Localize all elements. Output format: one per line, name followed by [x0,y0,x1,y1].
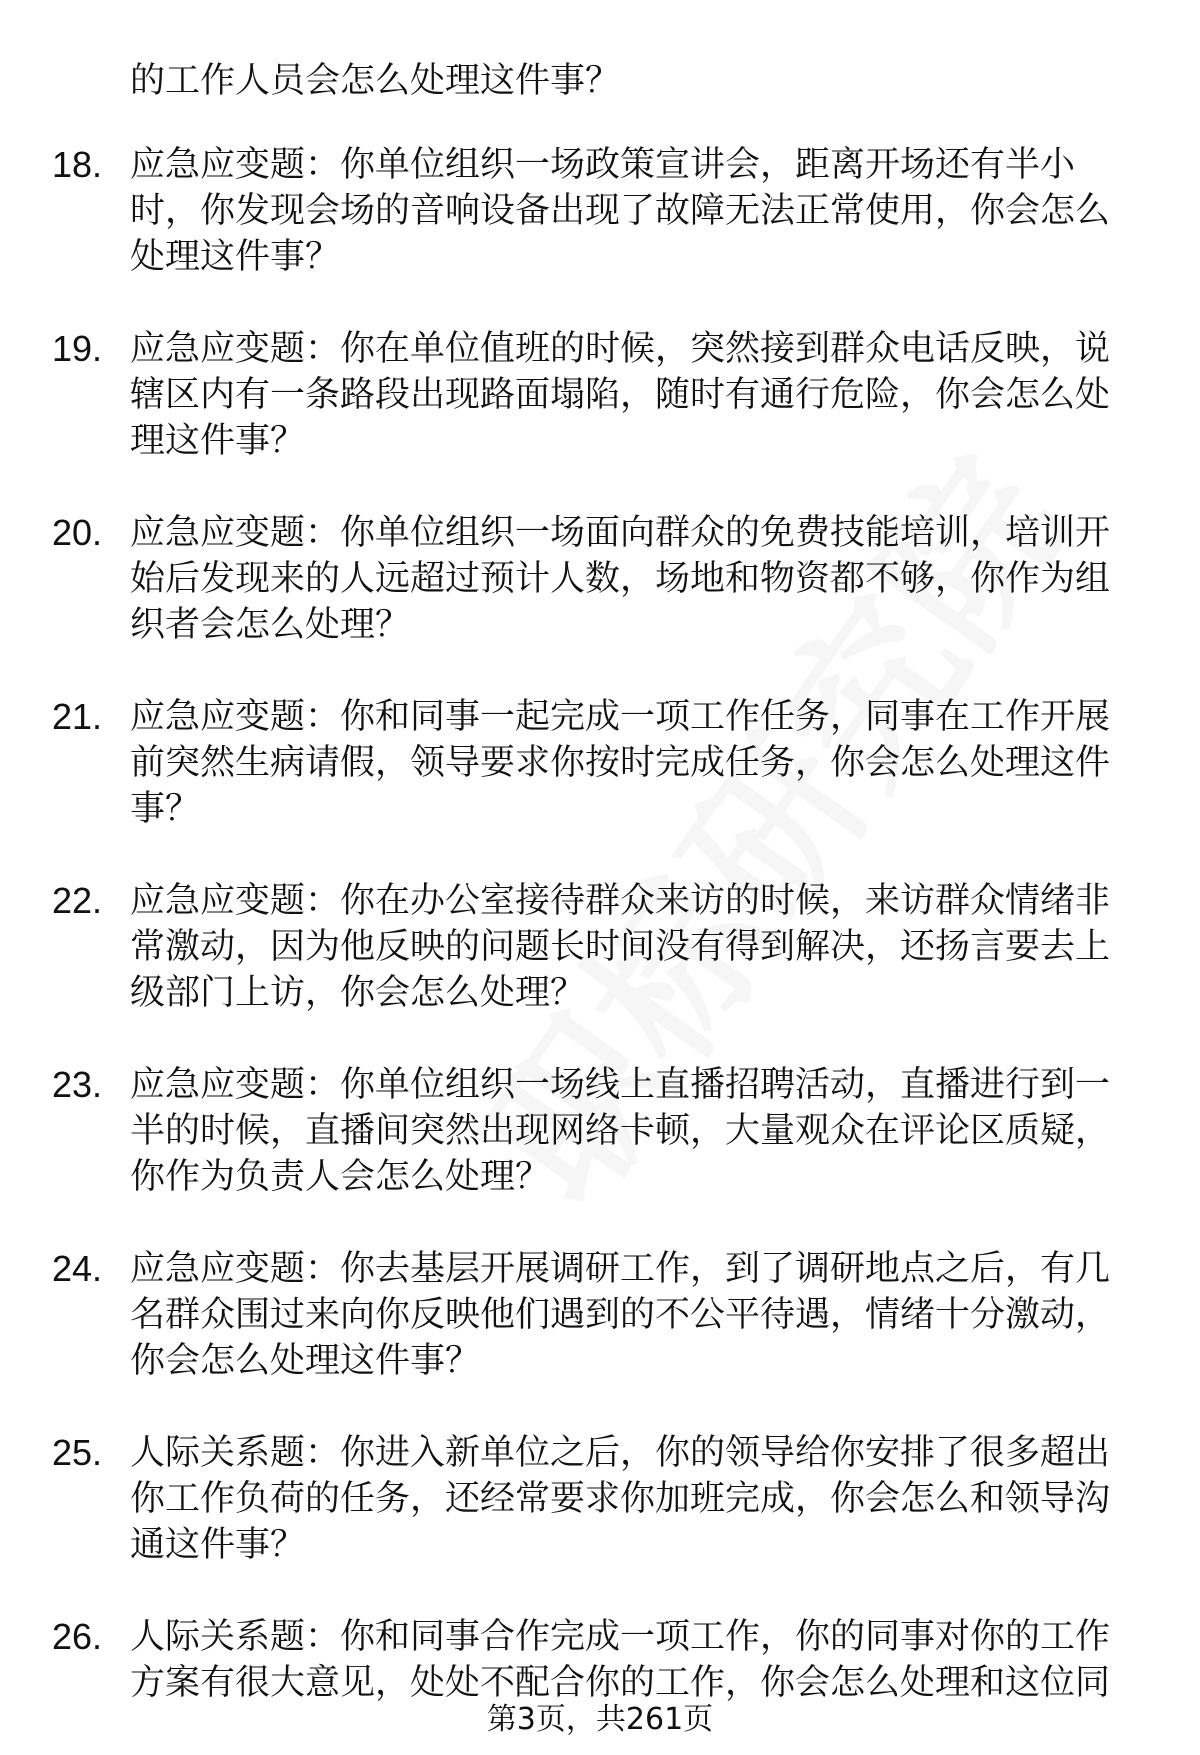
question-text-line: 半的时候，直播间突然出现网络卡顿，大量观众在评论区质疑， [130,1111,1111,1151]
question-text-line: 应急应变题：你单位组织一场政策宣讲会，距离开场还有半小 [130,145,1076,185]
question-number: 21. [52,696,103,737]
question-text-line: 始后发现来的人远超过预计人数，场地和物资都不够，你作为组 [130,559,1111,599]
question-item [0,326,1200,464]
question-number: 23. [52,1064,103,1105]
question-item [0,1246,1200,1384]
question-item [0,1062,1200,1200]
question-text-line: 应急应变题：你在办公室接待群众来访的时候，来访群众情绪非 [130,881,1111,921]
question-text-line: 你工作负荷的任务，还经常要求你加班完成，你会怎么和领导沟 [130,1479,1111,1519]
question-number: 24. [52,1248,103,1289]
question-number: 20. [52,512,103,553]
question-text-line: 处理这件事？ [130,237,341,277]
question-text-line: 辖区内有一条路段出现路面塌陷，随时有通行危险，你会怎么处 [130,375,1111,415]
question-text-line: 名群众围过来向你反映他们遇到的不公平待遇，情绪十分激动， [130,1295,1111,1335]
question-text-line: 通这件事？ [130,1525,306,1565]
question-text-line: 事？ [130,789,201,829]
question-text-line: 人际关系题：你进入新单位之后，你的领导给你安排了很多超出 [130,1433,1111,1473]
page-footer: 第3页，共261页 [486,1702,714,1737]
question-text-line: 织者会怎么处理？ [130,605,411,645]
question-number: 22. [52,880,103,921]
question-item [0,694,1200,832]
question-item [0,510,1200,648]
question-item [0,142,1200,280]
question-list [0,142,1200,1752]
question-text-line: 方案有很大意见，处处不配合你的工作，你会怎么处理和这位同 [130,1663,1111,1703]
question-text-line: 时，你发现会场的音响设备出现了故障无法正常使用，你会怎么 [130,191,1111,231]
question-number: 26. [52,1616,103,1657]
question-text-line: 前突然生病请假，领导要求你按时完成任务，你会怎么处理这件 [130,743,1111,783]
question-text-line: 常激动，因为他反映的问题长时间没有得到解决，还扬言要去上 [130,927,1111,967]
question-number: 18. [52,144,103,185]
question-text-line: 理这件事？ [130,421,306,461]
question-text-line: 应急应变题：你单位组织一场线上直播招聘活动，直播进行到一 [130,1065,1111,1105]
question-item [0,1430,1200,1568]
question-text-line: 应急应变题：你和同事一起完成一项工作任务，同事在工作开展 [130,697,1111,737]
question-item [0,878,1200,1016]
question-item [0,1614,1200,1706]
question-text-line: 应急应变题：你在单位值班的时候，突然接到群众电话反映，说 [130,329,1111,369]
question-text-line: 级部门上访，你会怎么处理？ [130,973,586,1013]
question-text-line: 人际关系题：你和同事合作完成一项工作，你的同事对你的工作 [130,1617,1111,1657]
question-text-line: 应急应变题：你单位组织一场面向群众的免费技能培训，培训开 [130,513,1111,553]
question-text-line: 你会怎么处理这件事？ [130,1341,481,1381]
question-text-line: 应急应变题：你去基层开展调研工作，到了调研地点之后，有几 [130,1249,1111,1289]
question-number: 25. [52,1432,103,1473]
continuation-line: 的工作人员会怎么处理这件事？ [130,61,621,101]
question-text-line: 你作为负责人会怎么处理？ [130,1157,551,1197]
question-number: 19. [52,328,103,369]
